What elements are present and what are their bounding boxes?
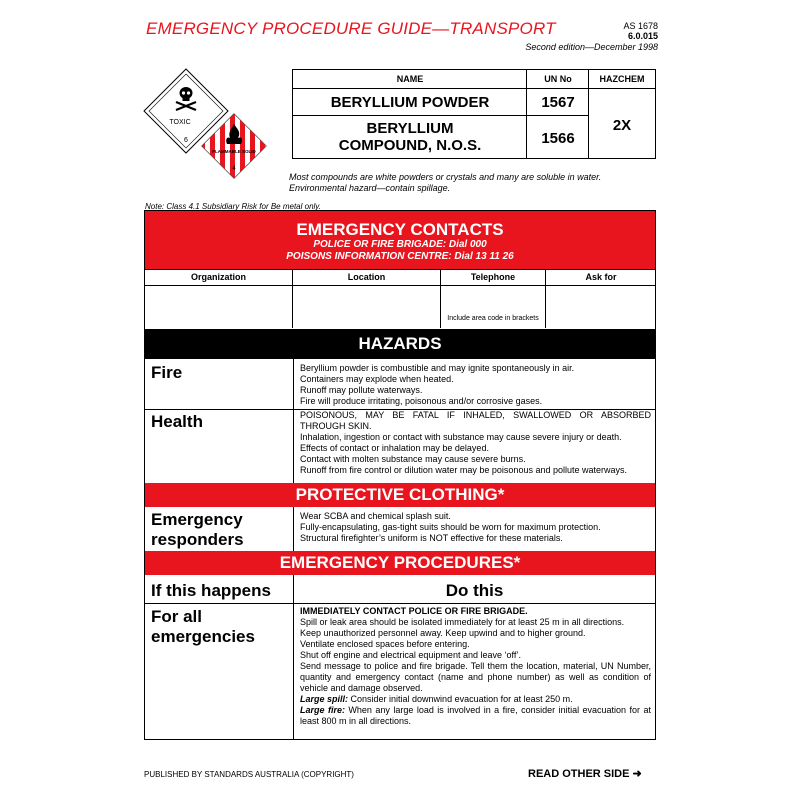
product-identification-table <box>292 69 656 159</box>
emergency-procedures-title: EMERGENCY PROCEDURES* <box>279 553 521 572</box>
protective-clothing-title: PROTECTIVE CLOTHING* <box>295 485 505 504</box>
protective-line: Wear SCBA and chemical splash suit. <box>300 511 451 521</box>
if-this-happens-header: If this happens <box>151 581 271 600</box>
subsidiary-risk-note: Note: Class 4.1 Subsidiary Risk for Be metal only. <box>145 202 321 211</box>
hazard-line: Effects of contact or inhalation may be delayed. <box>300 443 489 453</box>
hazchem-column-header: HAZCHEM <box>599 74 645 84</box>
area-code-note: Include area code in brackets <box>447 315 539 322</box>
name-column-header: NAME <box>396 74 424 84</box>
product-name-2: BERYLLIUM COMPOUND, N.O.S. <box>338 120 482 154</box>
hazard-line: POISONOUS, MAY BE FATAL IF INHALED, SWALLOWED OR ABSORBED THROUGH SKIN. <box>300 410 651 431</box>
emergency-procedures-banner <box>145 551 655 575</box>
svg-text:4: 4 <box>232 166 236 172</box>
fire-hazards-text <box>300 363 651 407</box>
protective-line: Fully-encapsulating, gas-tight suits should be worn for maximum protection. <box>300 522 601 532</box>
emergency-contacts-banner <box>145 211 655 269</box>
telephone-header: Telephone <box>470 272 516 282</box>
hazard-line: Contact with molten substance may cause severe burns. <box>300 454 526 464</box>
standard-reference <box>623 21 658 41</box>
procedures-heading: IMMEDIATELY CONTACT POLICE OR FIRE BRIGADE. <box>300 606 528 616</box>
police-fire-line: POLICE OR FIRE BRIGADE: Dial 000 <box>313 239 487 250</box>
read-other-side: READ OTHER SIDE ➜ <box>528 768 642 780</box>
product-description <box>289 172 649 194</box>
procedure-line: Send message to police and fire brigade. Tell them the location, material, UN Number, quantity and emergency contact (name and phone number) as well as condition of vehicle and damage observed. <box>300 661 651 693</box>
fire-label: Fire <box>151 363 183 382</box>
do-this-header: Do this <box>445 581 504 600</box>
procedure-line: Spill or leak area should be isolated immediately for at least 25 m in all directions. <box>300 617 625 627</box>
all-emergencies-label: For all emergencies <box>151 607 255 646</box>
ask-for-header: Ask for <box>585 272 617 282</box>
standard-number: AS 1678 <box>623 21 658 31</box>
poisons-centre-line: POISONS INFORMATION CENTRE: Dial 13 11 26 <box>286 251 514 262</box>
organization-header: Organization <box>190 272 246 282</box>
emergency-contacts-title: EMERGENCY CONTACTS <box>296 220 504 239</box>
publisher-note: PUBLISHED BY STANDARDS AUSTRALIA (COPYRIGHT) <box>144 770 354 779</box>
procedure-line: Keep unauthorized personnel away. Keep upwind and to higher ground. <box>300 628 586 638</box>
hazards-title: HAZARDS <box>358 334 442 353</box>
description-line: Most compounds are white powders or crystals and many are soluble in water. <box>289 172 602 182</box>
hazard-diamonds <box>140 66 290 186</box>
un-number-column-header: UN No <box>544 74 572 84</box>
large-spill-line: Large spill: Consider initial downwind evacuation for at least 250 m. <box>300 694 573 704</box>
toxic-class-number: 6 <box>184 137 188 144</box>
procedure-line: Ventilate enclosed spaces before entering. <box>300 639 470 649</box>
description-line: Environmental hazard—contain spillage. <box>289 183 451 193</box>
procedure-line: Shut off engine and electrical equipment and leave ‘off’. <box>300 650 521 660</box>
guide-panel <box>144 210 656 740</box>
health-hazards-text <box>300 410 651 476</box>
guide-code: 6.0.015 <box>627 31 658 41</box>
un-number-2: 1566 <box>541 130 575 147</box>
protective-clothing-text <box>300 511 651 544</box>
protective-clothing-banner <box>145 483 655 507</box>
flammable-label: FLAMMABLE SOLID <box>212 149 256 154</box>
hazchem-code: 2X <box>612 117 632 134</box>
location-header: Location <box>347 272 386 282</box>
hazards-banner <box>145 329 655 359</box>
product-name-1: BERYLLIUM POWDER <box>330 94 490 111</box>
hazard-line: Runoff from fire control or dilution water may be poisonous and pollute waterways. <box>300 465 628 475</box>
hazard-line: Inhalation, ingestion or contact with substance may cause severe injury or death. <box>300 432 622 442</box>
hazard-line: Beryllium powder is combustible and may ignite spontaneously in air. <box>300 363 575 373</box>
procedures-text <box>300 606 651 727</box>
contacts-table-header <box>145 269 655 286</box>
hazard-line: Fire will produce irritating, poisonous and/or corrosive gases. <box>300 396 543 406</box>
un-number-1: 1567 <box>541 94 575 111</box>
protective-line: Structural firefighter’s uniform is NOT effective for these materials. <box>300 533 563 543</box>
class-labels-graphic <box>140 66 290 186</box>
hazard-line: Runoff may pollute waterways. <box>300 385 423 395</box>
health-label: Health <box>151 412 203 431</box>
edition-note: Second edition—December 1998 <box>525 42 658 52</box>
toxic-label: TOXIC <box>169 119 191 126</box>
large-fire-line: Large fire: When any large load is involved in a fire, consider initial evacuation for at least 800 m in all directions. <box>300 705 651 726</box>
document-title: EMERGENCY PROCEDURE GUIDE—TRANSPORT <box>146 19 556 38</box>
emergency-responders-label: Emergency responders <box>151 510 244 549</box>
hazard-line: Containers may explode when heated. <box>300 374 454 384</box>
